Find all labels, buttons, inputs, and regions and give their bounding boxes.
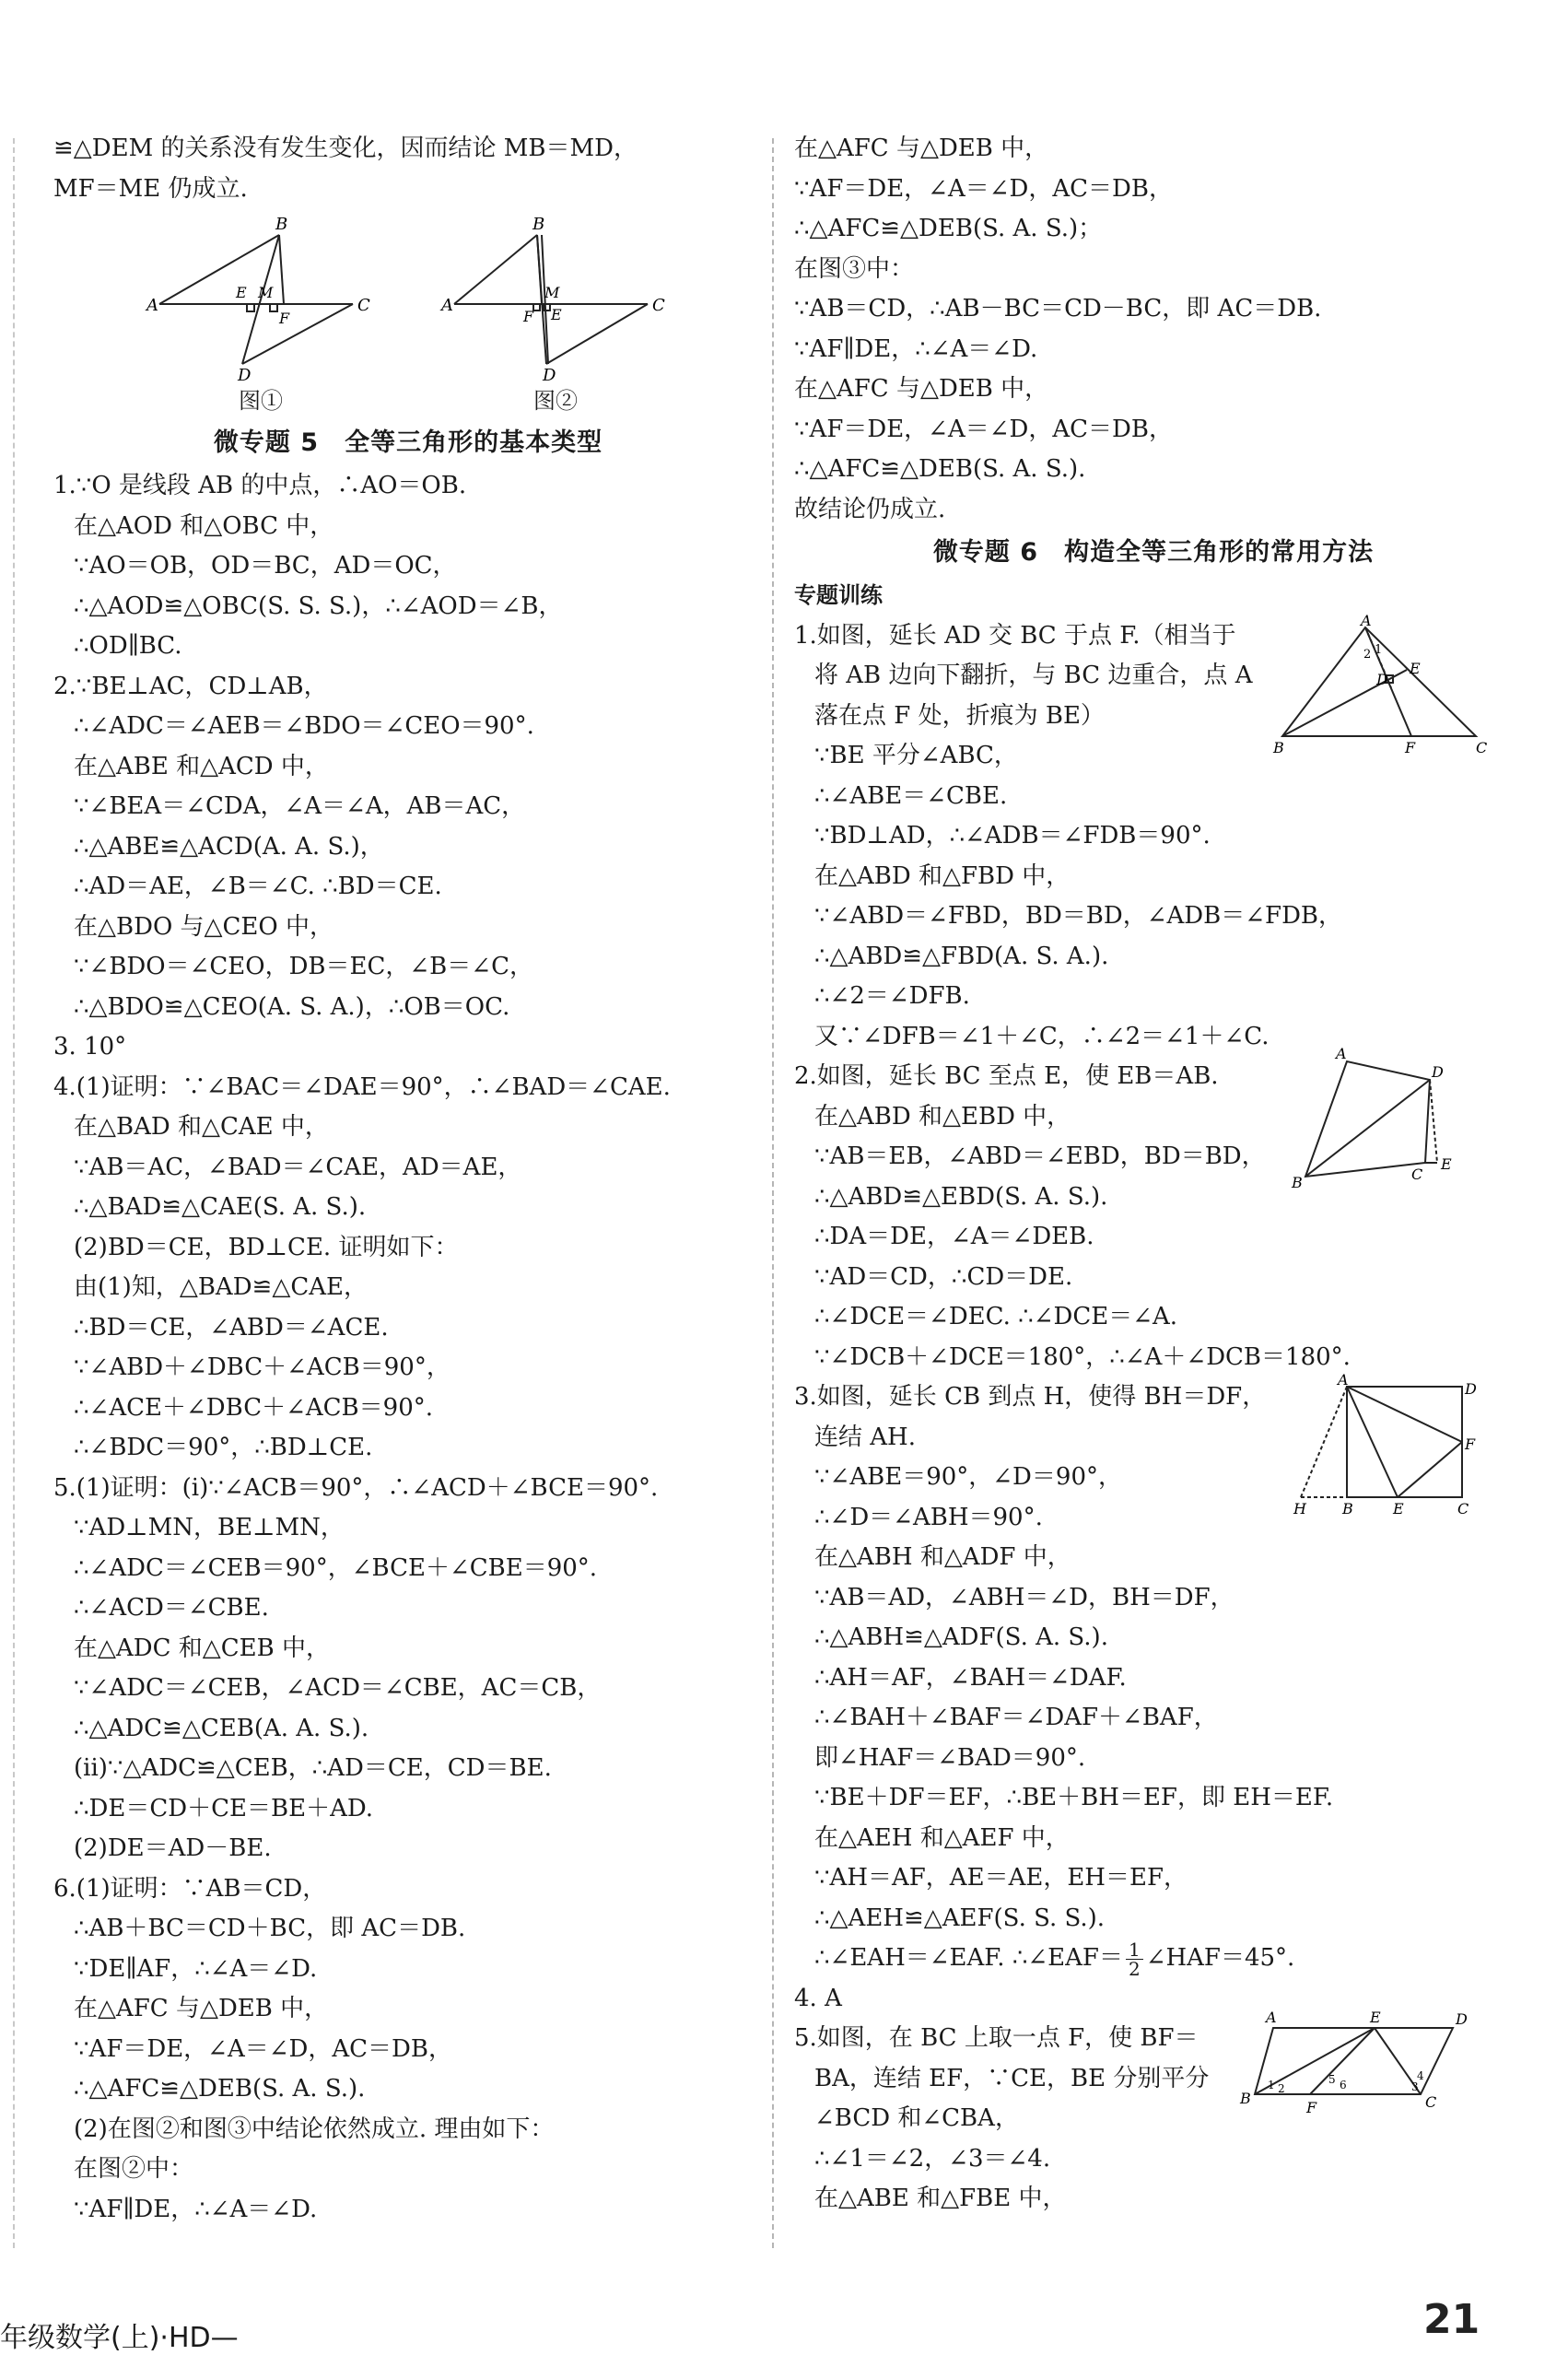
svg-text:A: A (1266, 2009, 1277, 2026)
text-line: 将 AB 边向下翻折，与 BC 边重合，点 A (814, 662, 1253, 689)
text-line: ∴△AFC≌△DEB(S. A. S.). (74, 2075, 366, 2103)
text-line: ∴∠1＝∠2，∠3＝∠4. (814, 2144, 1051, 2173)
text-line: 在△AFC 与△DEB 中， (794, 375, 1049, 403)
svg-text:D: D (1376, 670, 1388, 688)
svg-text:A: A (146, 296, 158, 315)
text-line: (2)在图②和图③中结论依然成立. 理由如下： (74, 2115, 555, 2143)
text-line: 连结 AH. (814, 1423, 916, 1451)
text-line: ∴△AFC≌△DEB(S. A. S.)； (794, 215, 1103, 242)
text-line: ∴△ABD≌△FBD(A. S. A.). (814, 942, 1109, 970)
text-line: ∵∠BDO＝∠CEO，DB＝EC，∠B＝∠C， (74, 953, 533, 980)
text-line: (2)DE＝AD－BE. (74, 1834, 272, 1862)
text-line: ∵∠ABD＋∠DBC＋∠ACB＝90°， (74, 1353, 451, 1381)
svg-text:F: F (1306, 2099, 1317, 2116)
left-column (53, 129, 763, 2230)
svg-text:C: C (1411, 1166, 1423, 1183)
text-line: ∵AB＝CD，∴AB－BC＝CD－BC，即 AC＝DB. (794, 295, 1322, 322)
text-line: ∴∠ACD＝∠CBE. (74, 1594, 269, 1622)
text-line: (ii)∵△ADC≌△CEB，∴AD＝CE，CD＝BE. (74, 1754, 552, 1782)
text-line: ∴DA＝DE，∠A＝∠DEB. (814, 1223, 1094, 1250)
text-line: ∵AB＝EB，∠ABD＝∠EBD，BD＝BD， (814, 1142, 1266, 1170)
text-line: ∴OD∥BC. (74, 632, 182, 660)
text-line: (2)BD＝CE，BD⊥CE. 证明如下： (74, 1233, 459, 1261)
training-label: 专题训练 (794, 582, 883, 608)
q1-figure (1273, 611, 1488, 756)
svg-text:C: C (652, 296, 665, 315)
column-divider (772, 138, 775, 2248)
svg-text:B: B (1273, 738, 1284, 756)
figure-1-diagram (141, 215, 380, 385)
svg-text:F: F (279, 310, 290, 327)
text-line: 在△ABD 和△FBD 中， (814, 861, 1071, 890)
text-line: 落在点 F 处，折痕为 BE） (814, 701, 1105, 730)
svg-text:E: E (1370, 2009, 1381, 2026)
svg-text:4: 4 (1417, 2069, 1424, 2082)
text-line: 1.如图，延长 AD 交 BC 于点 F.（相当于 (794, 621, 1236, 650)
footer-book-title: 年级数学(上)·HD— (0, 2322, 239, 2354)
svg-text:E: E (551, 306, 562, 323)
text-line: ∵BE＋DF＝EF，∴BE＋BH＝EF，即 EH＝EF. (814, 1784, 1334, 1811)
svg-text:A: A (1361, 611, 1372, 629)
svg-text:2: 2 (1363, 647, 1372, 662)
right-column (794, 129, 1513, 2220)
text-line: ∵∠ABE＝90°，∠D＝90°， (814, 1463, 1122, 1491)
text-line: MF＝ME 仍成立. (53, 174, 248, 203)
topic6-heading: 微专题 6 构造全等三角形的常用方法 (932, 538, 1375, 567)
svg-text:M: M (258, 284, 274, 301)
text-line: 3.如图，延长 CB 到点 H，使得 BH＝DF， (794, 1383, 1267, 1411)
text-line: ∴△ABH≌△ADF(S. A. S.). (814, 1623, 1108, 1651)
svg-text:B: B (1240, 2090, 1251, 2107)
figure-2-diagram (436, 215, 675, 385)
figure-1-caption: 图① (239, 388, 283, 414)
svg-text:B: B (1342, 1500, 1353, 1517)
text-line: 2.∵BE⊥AC，CD⊥AB， (53, 672, 328, 700)
text-line: ∵AF∥DE，∴∠A＝∠D. (74, 2195, 318, 2223)
text-line: 在△ABD 和△EBD 中， (814, 1102, 1071, 1131)
text-line: ∵BE 平分∠ABC， (814, 742, 1018, 769)
figure-2 (436, 217, 675, 415)
text-line: ∵AB＝AC，∠BAD＝∠CAE，AD＝AE， (74, 1153, 522, 1181)
text-line: ∵DE∥AF，∴∠A＝∠D. (74, 1954, 318, 1983)
svg-text:M: M (544, 284, 560, 301)
text-line: ∵AD＝CD，∴CD＝DE. (814, 1262, 1073, 1291)
text-line: 在图②中： (74, 2155, 194, 2183)
svg-text:3: 3 (1411, 2080, 1419, 2093)
text-line: ∴DE＝CD＋CE＝BE＋AD. (74, 1794, 374, 1822)
topic5-heading: 微专题 5 全等三角形的基本类型 (213, 428, 603, 457)
text-line: 又∵∠DFB＝∠1＋∠C，∴∠2＝∠1＋∠C. (814, 1022, 1270, 1050)
svg-text:C: C (1476, 738, 1488, 756)
text-line: 2.如图，延长 BC 至点 E，使 EB＝AB. (794, 1062, 1219, 1090)
svg-text:A: A (1336, 1045, 1347, 1062)
svg-text:B: B (275, 215, 288, 234)
question-2 (794, 1045, 1513, 1377)
text-line: ∵AH＝AF，AE＝AE，EH＝EF， (814, 1864, 1188, 1892)
svg-text:1: 1 (1268, 2079, 1275, 2091)
text-line: 在△AFC 与△DEB 中， (74, 1995, 329, 2022)
text-line: 5.如图，在 BC 上取一点 F，使 BF＝ (794, 2024, 1199, 2052)
svg-text:B: B (532, 215, 545, 234)
text-line: ≌△DEM 的关系没有发生变化，因而结论 MB＝MD， (53, 135, 638, 162)
svg-text:E: E (1393, 1500, 1404, 1517)
text-line: 在△ABE 和△FBE 中， (814, 2185, 1067, 2212)
svg-text:5: 5 (1328, 2073, 1336, 2086)
svg-text:C: C (1425, 2093, 1437, 2111)
text-line: 5.(1)证明：(i)∵∠ACB＝90°，∴∠ACD＋∠BCE＝90°. (53, 1473, 659, 1502)
text-line: ∴∠ACE＋∠DBC＋∠ACB＝90°. (74, 1393, 434, 1422)
continued-solution (794, 129, 1513, 530)
text-line: ∴AB＋BC＝CD＋BC，即 AC＝DB. (74, 1915, 466, 1942)
svg-text:D: D (1465, 1380, 1477, 1398)
svg-text:6: 6 (1340, 2079, 1347, 2091)
text-line: 即∠HAF＝∠BAD＝90°. (814, 1743, 1086, 1772)
svg-text:B: B (1292, 1174, 1303, 1191)
text-line: 在△ABH 和△ADF 中， (814, 1543, 1071, 1571)
text-line: ∴△BDO≌△CEO(A. S. A.)，∴OB＝OC. (74, 992, 510, 1021)
q3-final-line: ∴∠EAH＝∠EAF. ∴∠EAF＝ $\frac{1}{2}$ ∠HAF＝45°. (814, 1938, 1295, 1980)
text-line: ∴∠D＝∠ABH＝90°. (814, 1503, 1043, 1531)
text-line: ∵AB＝AD，∠ABH＝∠D，BH＝DF， (814, 1583, 1235, 1611)
q5-figure (1236, 2009, 1485, 2120)
svg-text:C: C (357, 296, 370, 315)
text-line: ∴BD＝CE，∠ABD＝∠ACE. (74, 1313, 389, 1342)
text-line: 在△ABE 和△ACD 中， (74, 752, 329, 780)
text-line: 1.∵O 是线段 AB 的中点，∴AO＝OB. (53, 472, 467, 499)
text-line: ∵AF＝DE，∠A＝∠D，AC＝DB， (794, 174, 1173, 203)
svg-text:F: F (523, 308, 534, 325)
text-line: ∴AH＝AF，∠BAH＝∠DAF. (814, 1663, 1127, 1692)
text-line: ∵AD⊥MN，BE⊥MN， (74, 1514, 345, 1541)
text-line: ∴△AOD≌△OBC(S. S. S.)，∴∠AOD＝∠B， (74, 592, 563, 620)
text-line: ∴∠BDC＝90°，∴BD⊥CE. (74, 1434, 373, 1461)
q4-answer: 4. A (794, 1984, 842, 2012)
text-line: ∵AO＝OB，OD＝BC，AD＝OC， (74, 552, 457, 580)
text-line: 在△AFC 与△DEB 中， (794, 135, 1049, 162)
svg-text:C: C (1457, 1500, 1469, 1517)
text-line: 由(1)知，△BAD≌△CAE， (74, 1273, 368, 1301)
text-line: ∴∠DCE＝∠DEC. ∴∠DCE＝∠A. (814, 1303, 1178, 1330)
text-line: ∴∠ADC＝∠CEB＝90°，∠BCE＋∠CBE＝90°. (74, 1553, 598, 1582)
figure-row (53, 217, 763, 415)
text-line: ∴△AFC≌△DEB(S. A. S.). (794, 455, 1086, 483)
text-line: 在△AEH 和△AEF 中， (814, 1823, 1070, 1852)
svg-text:H: H (1293, 1500, 1306, 1517)
text-line: ∴△ABE≌△ACD(A. A. S.)， (74, 832, 384, 861)
svg-text:F: F (1465, 1435, 1476, 1453)
text-line: ∵∠ABD＝∠FBD，BD＝BD，∠ADB＝∠FDB， (814, 902, 1343, 930)
text-line: ∴AD＝AE，∠B＝∠C. ∴BD＝CE. (74, 873, 442, 900)
text-line: ∵AF＝DE，∠A＝∠D，AC＝DB， (74, 2034, 452, 2063)
text-line: 在△AOD 和△OBC 中， (74, 511, 334, 540)
svg-text:D: D (1456, 2010, 1468, 2028)
question-5 (794, 2009, 1513, 2220)
svg-text:2: 2 (1278, 2082, 1285, 2095)
svg-text:A: A (441, 296, 453, 315)
text-line: ∵∠BEA＝∠CDA，∠A＝∠A，AB＝AC， (74, 792, 526, 820)
text-line: ∵∠ADC＝∠CEB，∠ACD＝∠CBE，AC＝CB， (74, 1674, 602, 1702)
text-line: 4.(1)证明：∵∠BAC＝∠DAE＝90°，∴∠BAD＝∠CAE. (53, 1072, 671, 1101)
svg-text:A: A (1338, 1371, 1349, 1388)
text-line: ∵∠DCB＋∠DCE＝180°，∴∠A＋∠DCB＝180°. (814, 1342, 1351, 1371)
text-line: ∴∠ADC＝∠AEB＝∠BDO＝∠CEO＝90°. (74, 712, 534, 740)
text-line: 在△BAD 和△CAE 中， (74, 1113, 329, 1141)
figure-2-caption: 图② (533, 388, 578, 414)
text-line: 在△BDO 与△CEO 中， (74, 912, 333, 941)
text-line: ∵AF∥DE，∴∠A＝∠D. (794, 334, 1038, 363)
left-margin-divider (13, 138, 16, 2248)
text-line: 在△ADC 和△CEB 中， (74, 1634, 331, 1662)
text-line: ∴∠BAH＋∠BAF＝∠DAF＋∠BAF， (814, 1704, 1218, 1731)
intro-text (53, 129, 763, 209)
text-line: 3. 10° (53, 1033, 127, 1060)
text-line: ∴△ADC≌△CEB(A. A. S.). (74, 1714, 369, 1742)
text-line: BA，连结 EF，∵CE，BE 分别平分 (814, 2064, 1210, 2092)
svg-text:F: F (1405, 738, 1416, 756)
svg-text:E: E (1441, 1155, 1452, 1173)
text-line: 故结论仍成立. (794, 495, 946, 523)
fraction-one-half: $\frac{1}{2}$ (1126, 1940, 1143, 1978)
text-line: ∴△ABD≌△EBD(S. A. S.). (814, 1182, 1108, 1211)
page-number: 21 (1423, 2296, 1480, 2343)
q2-figure (1292, 1045, 1476, 1195)
question-1 (794, 611, 1513, 1058)
text-line: ∴∠2＝∠DFB. (814, 982, 970, 1010)
svg-text:D: D (543, 366, 556, 385)
text-line: ∠BCD 和∠CBA， (814, 2104, 1019, 2132)
figure-1 (141, 217, 380, 415)
text-line: ∴△BAD≌△CAE(S. A. S.). (74, 1193, 367, 1221)
svg-text:E: E (236, 284, 247, 301)
topic5-solutions (53, 466, 763, 2230)
svg-text:1: 1 (1375, 642, 1383, 657)
question-3 (794, 1371, 1513, 1980)
text-line: ∴△AEH≌△AEF(S. S. S.). (814, 1904, 1106, 1932)
svg-text:E: E (1410, 659, 1421, 677)
q3-figure (1292, 1371, 1477, 1517)
text-line: ∵BD⊥AD，∴∠ADB＝∠FDB＝90°. (814, 822, 1211, 849)
text-line: ∴∠ABE＝∠CBE. (814, 781, 1008, 810)
text-line: ∵AF＝DE，∠A＝∠D，AC＝DB， (794, 415, 1173, 443)
text-line: 6.(1)证明：∵AB＝CD， (53, 1874, 327, 1903)
svg-text:D: D (1432, 1063, 1444, 1081)
svg-text:D: D (238, 366, 252, 385)
text-line: 在图③中： (794, 254, 915, 283)
